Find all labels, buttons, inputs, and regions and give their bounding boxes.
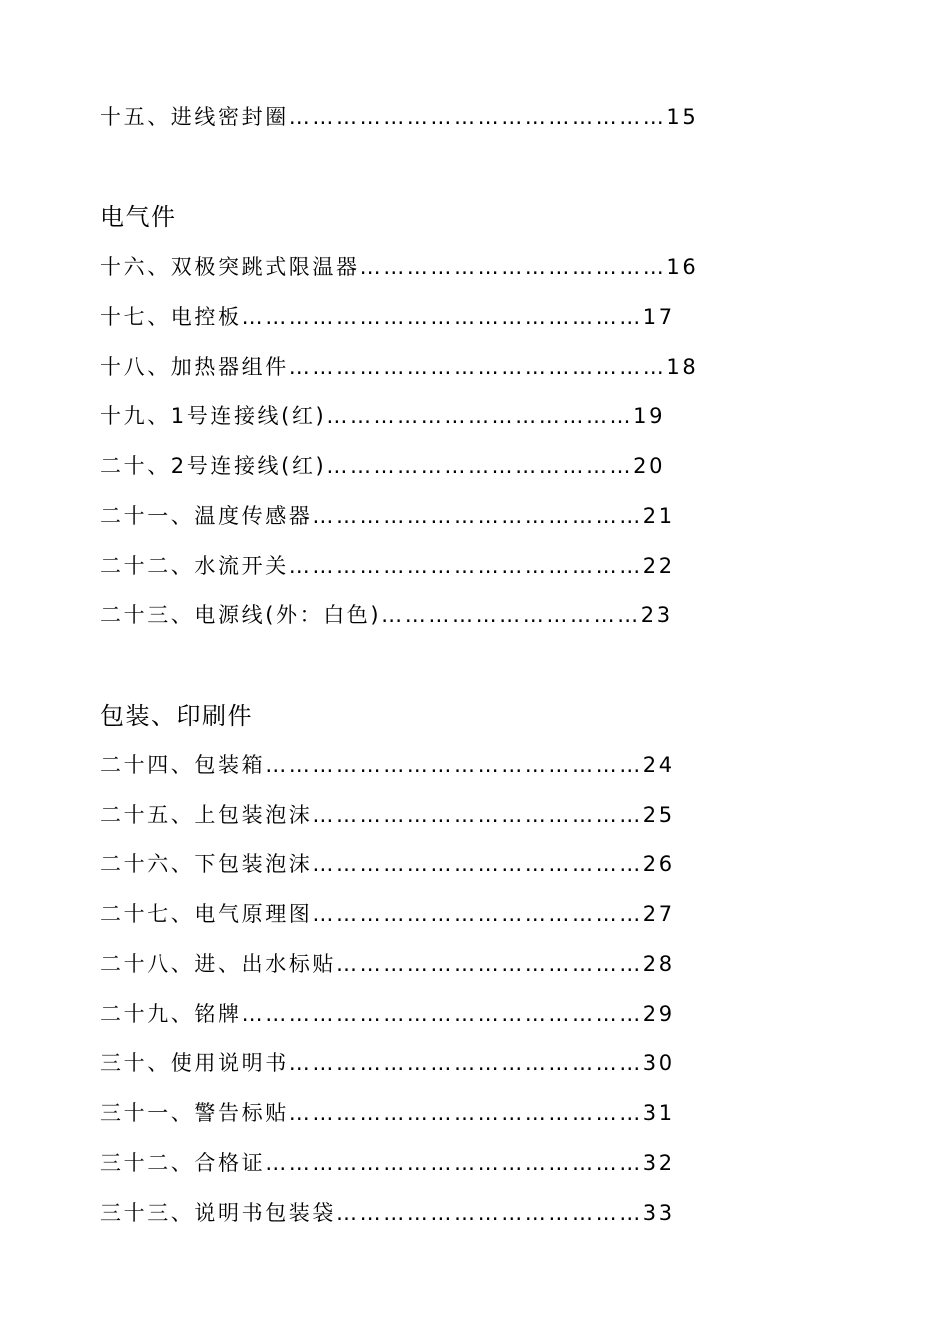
toc-entry-23: 二十三、电源线(外：白色)……………………………23 — [100, 603, 673, 627]
toc-entry-30: 三十、使用说明书………………………………………30 — [100, 1051, 675, 1075]
toc-entry-31: 三十一、警告标贴………………………………………31 — [100, 1101, 675, 1125]
toc-entry-29: 二十九、铭牌……………………………………………29 — [100, 1002, 675, 1026]
toc-entry-32: 三十二、合格证…………………………………………32 — [100, 1151, 675, 1175]
toc-entry-25: 二十五、上包装泡沫……………………………………25 — [100, 803, 675, 827]
toc-entry-17: 十七、电控板……………………………………………17 — [100, 305, 675, 329]
section-heading-electrical: 电气件 — [100, 203, 177, 231]
toc-entry-26: 二十六、下包装泡沫……………………………………26 — [100, 852, 675, 876]
toc-entry-33: 三十三、说明书包装袋…………………………………33 — [100, 1201, 675, 1225]
toc-entry-20: 二十、2号连接线(红)…………………………………20 — [100, 454, 666, 478]
toc-entry-19: 十九、1号连接线(红)…………………………………19 — [100, 404, 666, 428]
toc-entry-28: 二十八、进、出水标贴…………………………………28 — [100, 952, 675, 976]
toc-entry-27: 二十七、电气原理图……………………………………27 — [100, 902, 675, 926]
toc-entry-24: 二十四、包装箱…………………………………………24 — [100, 753, 675, 777]
toc-entry-18: 十八、加热器组件…………………………………………18 — [100, 355, 699, 379]
toc-entry-22: 二十二、水流开关………………………………………22 — [100, 554, 675, 578]
section-heading-packaging: 包装、印刷件 — [100, 702, 253, 730]
toc-entry-21: 二十一、温度传感器……………………………………21 — [100, 504, 675, 528]
toc-entry-15: 十五、进线密封圈…………………………………………15 — [100, 105, 699, 129]
toc-entry-16: 十六、双极突跳式限温器…………………………………16 — [100, 255, 699, 279]
